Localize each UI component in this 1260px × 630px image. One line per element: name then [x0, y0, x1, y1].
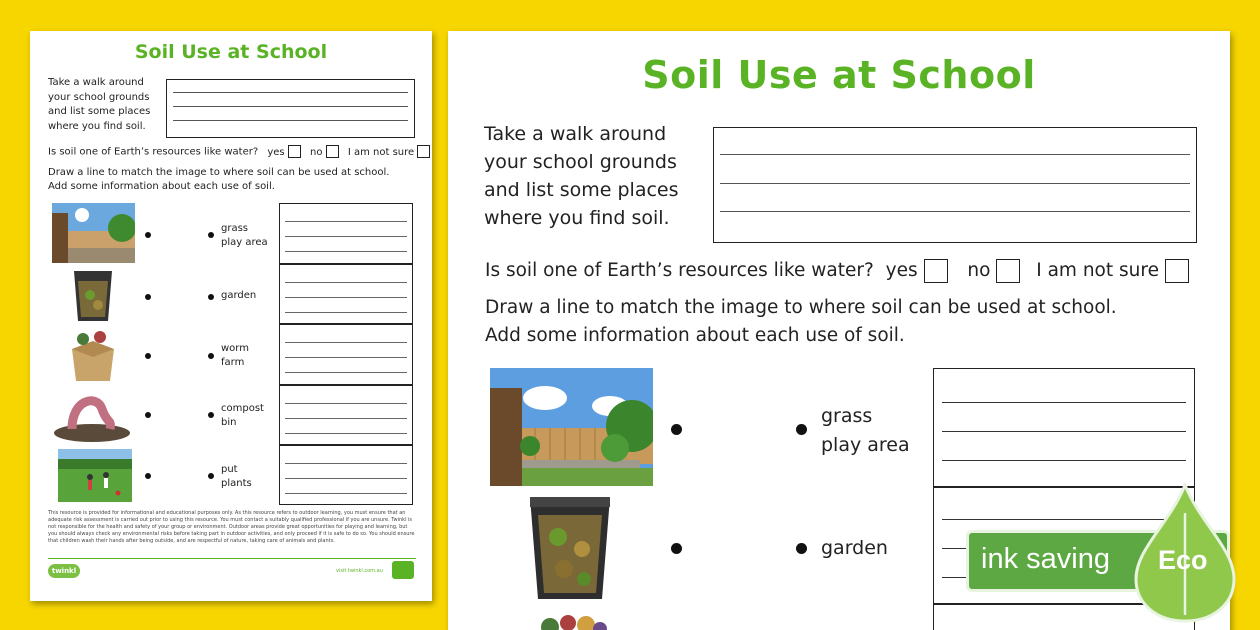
no-checkbox[interactable]: [326, 145, 339, 158]
information-writing-grid[interactable]: [279, 203, 413, 505]
not-sure-checkbox[interactable]: [1165, 259, 1189, 283]
label-dot[interactable]: [796, 543, 807, 554]
worm-picture: [52, 389, 132, 443]
compost-bin-picture: [528, 493, 612, 603]
label-grass-play-area: grass play area: [221, 223, 268, 248]
page-title: Soil Use at School: [642, 53, 1036, 97]
label-dot[interactable]: [208, 473, 214, 479]
no-checkbox[interactable]: [996, 259, 1020, 283]
yes-checkbox[interactable]: [924, 259, 948, 283]
footer-url[interactable]: visit twinkl.com.au: [336, 568, 383, 574]
label-compost-bin: compost bin: [221, 403, 264, 428]
label-dot[interactable]: [208, 412, 214, 418]
intro-paragraph: Take a walk around your school grounds and list some places where you find soil.: [48, 77, 151, 132]
image-dot[interactable]: [145, 353, 151, 359]
not-sure-checkbox[interactable]: [417, 145, 430, 158]
footer-badge-icon: [392, 561, 414, 579]
intro-paragraph: Take a walk around your school grounds and list some places where you find soil.: [484, 123, 679, 229]
twinkl-logo: twinkl: [48, 564, 80, 578]
image-dot[interactable]: [145, 232, 151, 238]
eco-label: Eco: [1158, 545, 1208, 575]
image-dot[interactable]: [145, 473, 151, 479]
ink-saving-text: ink saving: [981, 543, 1110, 575]
page-title: Soil Use at School: [134, 41, 328, 63]
yes-checkbox[interactable]: [288, 145, 301, 158]
worm-farm-box-picture: [68, 329, 118, 383]
compost-bin-picture: [72, 267, 114, 323]
instructions: Draw a line to match the image to where soil can be used at school. Add some information about each use of soil.: [485, 297, 1117, 346]
image-dot[interactable]: [145, 294, 151, 300]
school-yard-picture: [490, 368, 653, 486]
worm-farm-box-picture: [536, 611, 612, 630]
children-playing-picture: [58, 449, 132, 502]
image-dot[interactable]: [671, 543, 682, 554]
resource-question: Is soil one of Earth’s resources like water? yes no I am not sure: [485, 256, 1189, 286]
resource-question: Is soil one of Earth’s resources like water? yes no I am not sure: [48, 145, 430, 158]
places-answer-box[interactable]: [713, 127, 1197, 243]
label-dot[interactable]: [208, 353, 214, 359]
image-dot[interactable]: [145, 412, 151, 418]
label-garden: garden: [221, 290, 257, 301]
label-dot[interactable]: [796, 424, 807, 435]
school-yard-picture: [52, 203, 135, 263]
label-put-plants: put plants: [221, 464, 252, 489]
label-grass-play-area: grass play area: [821, 405, 910, 456]
label-worm-farm: worm farm: [221, 343, 249, 368]
image-dot[interactable]: [671, 424, 682, 435]
disclaimer-text: This resource is provided for informational and educational purposes only. As this resource refers to outdoor learning, you must ensure that an adequate risk assessment is carried out prior to using this resource. You must contact a suitably qualified professional if you are unsure. Twinkl is not responsible for the health and safety of your group or environment. Outdoor areas provide great opportunities for playing and learning, but you should always check any environmental risks before taking part in outdoor activities, and only proceed if it is safe to do so. You should ensure that children wash their hands after being outside, and are respectful of nature, taking care of animals and plants.: [48, 510, 415, 544]
label-dot[interactable]: [208, 232, 214, 238]
label-garden: garden: [821, 537, 888, 559]
label-dot[interactable]: [208, 294, 214, 300]
places-answer-box[interactable]: [166, 79, 415, 138]
instructions: Draw a line to match the image to where soil can be used at school. Add some information about each use of soil.: [48, 167, 390, 192]
worksheet-thumbnail[interactable]: [30, 31, 432, 601]
